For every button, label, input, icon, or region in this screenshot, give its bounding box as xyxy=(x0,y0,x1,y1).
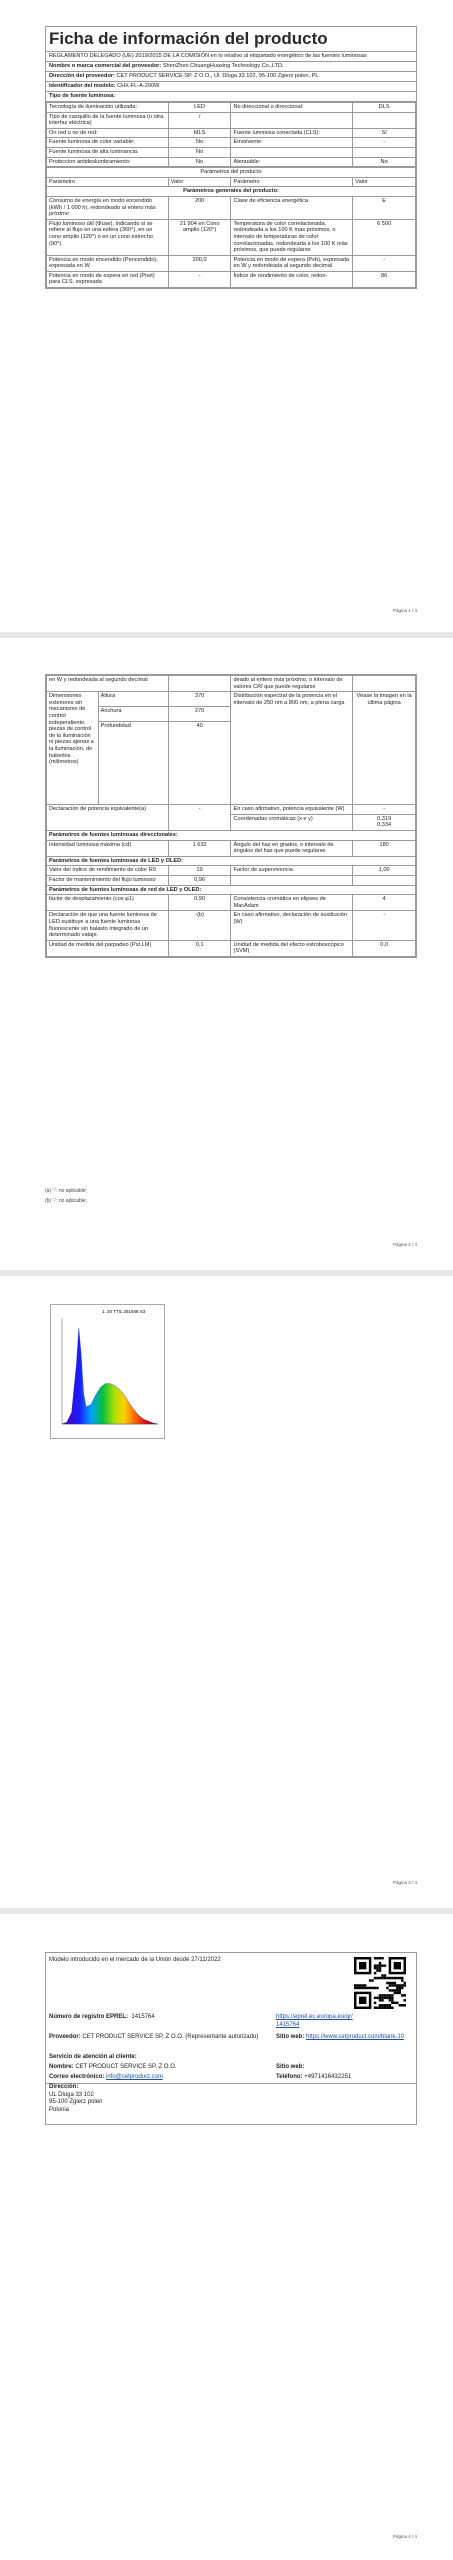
qr-module xyxy=(374,1967,376,1969)
website-link[interactable]: https://www.cetproduct.com/blank-10 xyxy=(306,2034,405,2040)
qr-module xyxy=(374,1977,376,1979)
type_rows-row xyxy=(47,157,416,167)
qr-module xyxy=(374,1957,376,1959)
params-continued-table xyxy=(46,675,416,957)
footnote-b: (b) '-': no aplicable; xyxy=(45,1198,87,1204)
p1_rows-row xyxy=(47,196,416,219)
email-link[interactable]: info@cetproduct.com xyxy=(106,2074,163,2080)
equiv-label: Declaración de potencia equivalente(a) xyxy=(47,805,169,831)
displacement-label: factor de desplazamiento (cos φ1) xyxy=(47,895,169,911)
qr-module xyxy=(391,2002,393,2004)
qr-module xyxy=(376,2007,378,2009)
regulation-text: REGLAMENTO DELEGADO (UE) 2019/2015 DE LA COMISIÓN en lo relativo al etiquetado energético de las fuentes luminosas xyxy=(46,52,416,62)
qr-module xyxy=(379,2004,381,2006)
p1_rows-cell-v2: - xyxy=(353,255,416,271)
type_rows-row xyxy=(47,128,416,138)
address-line-2: 95-100 Zgierz polen xyxy=(49,2099,103,2105)
qr-module xyxy=(396,1992,398,1994)
params-header-value: Valor xyxy=(168,177,231,187)
qr-module xyxy=(374,1964,376,1966)
type_rows-cell-v2: No xyxy=(353,157,416,167)
qr-module xyxy=(399,1989,401,1991)
qr-module xyxy=(364,1984,366,1986)
type_rows-cell-v2: - xyxy=(353,138,416,148)
name-value: CET PRODUCT SERVICE SP. Z O.O. xyxy=(75,2064,177,2070)
email-label: Correo electrónico: xyxy=(49,2074,105,2080)
p1_rows-cell-v1: 21 904 en Cono amplio (120°) xyxy=(168,219,231,255)
qr-module xyxy=(399,1987,401,1989)
fluorescent-value: -(b) xyxy=(168,911,231,940)
customer-service-heading: Servicio de atención al cliente: xyxy=(49,2054,137,2060)
beam-angle-value: 180 xyxy=(353,840,416,856)
eprel-row xyxy=(49,2013,155,2021)
p1_rows-cell-v1: 200,0 xyxy=(168,255,231,271)
qr-module xyxy=(399,1984,401,1986)
p1_rows-cell-l2: Clase de eficiencia energética xyxy=(231,196,353,219)
qr-module xyxy=(381,1997,383,1999)
page-number: Página 2 / 4 xyxy=(392,1242,417,1247)
type_rows-cell-v1: LED xyxy=(168,103,231,113)
qr-module xyxy=(381,1964,383,1966)
qr-module xyxy=(391,1994,393,1996)
qr-module xyxy=(361,1984,363,1986)
p1_rows-row xyxy=(47,271,416,287)
qr-module xyxy=(359,1984,361,1986)
qr-module xyxy=(381,1994,383,1996)
market-intro: Modelo introducido en el mercado de la Unión desde 27/11/2022 xyxy=(49,1957,221,1963)
page-number: Página 1 / 4 xyxy=(392,608,417,613)
standby-net-cont: en W y redondeada al segundo decimal xyxy=(47,676,169,692)
qr-module xyxy=(376,1967,378,1969)
type_rows-cell-v1: No xyxy=(168,147,231,157)
dim-width-label: Anchura xyxy=(98,707,168,722)
qr-module xyxy=(389,1982,391,1984)
qr-module xyxy=(401,2004,403,2006)
qr-module xyxy=(386,1994,388,1996)
qr-module xyxy=(401,1979,403,1981)
qr-module xyxy=(394,1984,396,1986)
model-value: CHX-FL-A-200W xyxy=(117,83,160,89)
qr-module xyxy=(371,1979,373,1981)
address-value: CET PRODUCT SERVICE SP. Z O.O., Ul. Dluga 33 102, 95-100 Zgierz polen, PL xyxy=(116,73,319,79)
maintenance-label: Factor de mantenimiento del flujo luminoso xyxy=(47,875,169,885)
qr-module xyxy=(359,1997,366,2004)
address-line-3: Polonia xyxy=(49,2106,70,2113)
dim-depth-value: 40 xyxy=(168,722,231,805)
spectral-value: Véase la imagen en la última página xyxy=(353,692,416,805)
p1_rows-cell-v2: 86 xyxy=(353,271,416,287)
address-label: Dirección del proveedor: xyxy=(49,73,115,79)
type_rows-cell-v1: No xyxy=(168,138,231,148)
flicker-label: Unidad de medida del parpadeo (Pst LM) xyxy=(47,940,169,956)
dim-width-value: 270 xyxy=(168,707,231,722)
phone-row xyxy=(276,2073,351,2081)
qr-module xyxy=(369,1987,371,1989)
page-2 xyxy=(0,638,453,1270)
spectral-label: Distribución espectral de la potencia en el intervalo de 250 nm a 800 nm, a plena carga xyxy=(231,692,353,805)
qr-module xyxy=(374,1987,376,1989)
qr-module xyxy=(386,2004,388,2006)
fluorescent-r-value: - xyxy=(353,911,416,940)
qr-module xyxy=(376,1964,378,1966)
p1_rows-cell-l1: Potencia en modo de espera en red (Pnet) para CLS, expresada xyxy=(47,271,169,287)
dim-height-value: 370 xyxy=(168,692,231,707)
qr-module xyxy=(404,1999,406,2001)
model-row xyxy=(46,82,416,92)
qr-module xyxy=(379,1977,381,1979)
maintenance-value: 0,96 xyxy=(168,875,231,885)
qr-module xyxy=(376,1977,378,1979)
qr-module xyxy=(369,1979,371,1981)
provider-row xyxy=(49,2033,269,2041)
name-row xyxy=(49,2063,177,2071)
qr-module xyxy=(399,2004,401,2006)
eprel-label: Número de registro EPREL: xyxy=(49,2014,129,2020)
type_rows-cell-v2 xyxy=(353,147,416,157)
qr-module xyxy=(391,1982,393,1984)
params-section-title: Parámetros del producto xyxy=(47,168,416,178)
p1_rows-cell-l1: Flujo luminoso útil (Φuse), indicando si se refiere al flujo en una esfera (360°), en un cono amplio (120°) o en un cono estrecho (90°) xyxy=(47,219,169,255)
qr-module xyxy=(359,1987,361,1989)
qr-module xyxy=(394,1962,401,1969)
type_rows-row xyxy=(47,103,416,113)
page-1 xyxy=(0,0,453,632)
qr-module xyxy=(401,1994,403,1996)
consistency-label: Consistencia cromática en elipses de MacAdam xyxy=(231,895,353,911)
type_rows-cell-v2: DLS xyxy=(353,103,416,113)
page-number: Página 4 / 4 xyxy=(392,2534,417,2539)
qr-module xyxy=(389,1989,391,1991)
eprel-link[interactable]: https://eprel.ec.europa.eu/qr/1415764 xyxy=(276,2014,353,2028)
qr-module xyxy=(389,1994,391,1996)
params-table xyxy=(46,167,416,288)
p1_rows-cell-l2: Temperatura de color correlacionada, redondeada a los 100 K más próximos, o intervalo de temperaturas de color correlacionadas, redondeada a los 100 K más próximos, que puede regularse xyxy=(231,219,353,255)
qr-module xyxy=(371,1987,373,1989)
qr-module xyxy=(364,1987,366,1989)
qr-module xyxy=(379,1962,381,1964)
type_rows-cell-l2 xyxy=(231,112,353,128)
qr-module xyxy=(381,1977,383,1979)
p1_rows-cell-v2: E xyxy=(353,196,416,219)
qr-module xyxy=(391,2007,393,2009)
supplier-label: Nombre o marca comercial del proveedor: xyxy=(49,63,162,69)
displacement-value: 0,90 xyxy=(168,895,231,911)
r9-label: Valor del índice de rendimiento de color R9 xyxy=(47,866,169,876)
qr-module xyxy=(381,1957,383,1959)
qr-module xyxy=(384,1997,386,1999)
type_rows-row xyxy=(47,147,416,157)
qr-module xyxy=(391,1997,393,1999)
qr-module xyxy=(391,1989,393,1991)
type_rows-cell-l2: No direccional o direccional: xyxy=(231,103,353,113)
qr-module xyxy=(399,1977,401,1979)
r9-value: 19 xyxy=(168,866,231,876)
qr-code-svg xyxy=(354,1957,406,2009)
qr-module xyxy=(359,1962,366,1969)
max-intensity-label: Intensidad luminosa máxima (cd) xyxy=(47,840,169,856)
eprel-value: 1415764 xyxy=(131,2014,155,2020)
max-intensity-value: 1 632 xyxy=(168,840,231,856)
p1_rows-cell-l2: Índice de rendimiento de color, redon- xyxy=(231,271,353,287)
p1_rows-cell-l1: Consumo de energía en modo encendido (kWh / 1 000 h), redondeado al entero más próximo xyxy=(47,196,169,219)
led-heading: Parámetros de fuentes luminosas de LED y OLED: xyxy=(47,856,416,866)
page-number: Página 3 / 4 xyxy=(392,1880,417,1885)
stroboscopic-value: 0,0 xyxy=(353,940,416,956)
qr-module xyxy=(374,2002,376,2004)
qr-module xyxy=(384,1994,386,1996)
type_rows-row xyxy=(47,112,416,128)
qr-module xyxy=(386,1982,388,1984)
qr-module xyxy=(404,1982,406,1984)
params-continued-box xyxy=(45,674,417,958)
qr-module xyxy=(391,1984,393,1986)
qr-module xyxy=(394,1992,396,1994)
qr-module xyxy=(379,1997,381,1999)
equiv-r-value: - xyxy=(353,805,416,815)
qr-module xyxy=(399,1992,401,1994)
qr-module xyxy=(386,1997,388,1999)
qr-module xyxy=(384,1974,386,1976)
type_rows-row xyxy=(47,138,416,148)
phone-value: +4971416432251 xyxy=(304,2074,352,2080)
qr-module xyxy=(361,1987,363,1989)
type_rows-cell-v1: MLS xyxy=(168,128,231,138)
address-line-1: UL Dluga 33 102 xyxy=(49,2091,94,2098)
qr-module xyxy=(379,1967,381,1969)
address-heading: Dirección: xyxy=(49,2084,79,2090)
spectral-chart-svg xyxy=(50,1304,165,1439)
qr-module xyxy=(366,1987,368,1989)
fluorescent-r-label: En caso afirmativo, declaración de sustitución (W) xyxy=(231,911,353,940)
type_rows-cell-v2: Sí xyxy=(353,128,416,138)
qr-code xyxy=(354,1957,406,2009)
address-box xyxy=(45,2082,417,2125)
type_rows-cell-v2 xyxy=(353,112,416,128)
p1_rows-cell-v2: 6 500 xyxy=(353,219,416,255)
qr-module xyxy=(379,1994,381,1996)
page-4 xyxy=(0,1914,453,2560)
type_rows-cell-l1: Fuente luminosa de color variable: xyxy=(47,138,169,148)
name-label: Nombre: xyxy=(49,2064,74,2070)
type_rows-cell-v1: No xyxy=(168,157,231,167)
dim-height-label: Altura xyxy=(98,692,168,707)
type_rows-cell-l1: Fuente luminosa de alta luminancia: xyxy=(47,147,169,157)
qr-module xyxy=(376,1997,378,1999)
qr-module xyxy=(376,1969,378,1971)
address-row xyxy=(46,72,416,82)
type_rows-cell-l2: Envolvente: xyxy=(231,138,353,148)
qr-module xyxy=(394,1989,396,1991)
qr-module xyxy=(394,1982,396,1984)
qr-module xyxy=(381,1974,383,1976)
qr-module xyxy=(386,2007,388,2009)
beam-angle-label: Ángulo del haz en grados, o intervalo de ángulos del haz que puede regularse xyxy=(231,840,353,856)
type_rows-cell-l1: Tecnología de iluminación utilizada: xyxy=(47,103,169,113)
qr-module xyxy=(356,1987,358,1989)
qr-module xyxy=(379,1969,381,1971)
qr-module xyxy=(401,1984,403,1986)
coord-label: Coordenadas cromáticas (x e y) xyxy=(231,814,353,830)
supplier-row xyxy=(46,62,416,72)
qr-module xyxy=(354,1987,356,1989)
email-row xyxy=(49,2073,163,2081)
qr-module xyxy=(379,1964,381,1966)
p1_rows-row xyxy=(47,255,416,271)
survival-label: Factor de supervivencia xyxy=(231,866,353,876)
chart-title: 1. 20 TTIL 251948 S3 xyxy=(102,1309,146,1314)
provider-value: CET PRODUCT SERVICE SP. Z O.O. (Representante autorizado) xyxy=(82,2034,259,2040)
survival-value: 1,00 xyxy=(353,866,416,876)
flicker-value: 0,1 xyxy=(168,940,231,956)
p1_rows-row xyxy=(47,219,416,255)
type-table xyxy=(46,102,416,167)
params-header-value-2: Valor xyxy=(353,177,416,187)
spectral-chart xyxy=(50,1304,165,1439)
type_rows-cell-l2 xyxy=(231,147,353,157)
qr-module xyxy=(396,1987,398,1989)
type_rows-cell-l1: On red u no de red: xyxy=(47,128,169,138)
equiv-value: - xyxy=(168,805,231,831)
provider-label: Proveedor: xyxy=(49,2034,81,2040)
p1_rows-cell-l2: Potencia en modo de espera (Psb), expresada en W y redondeada al segundo decimal xyxy=(231,255,353,271)
qr-module xyxy=(381,1999,383,2001)
qr-module xyxy=(389,1984,391,1986)
params-header-param: Parámetro xyxy=(47,177,169,187)
qr-module xyxy=(389,2007,391,2009)
qr-module xyxy=(384,2004,386,2006)
qr-module xyxy=(391,1999,393,2001)
qr-module xyxy=(379,1957,381,1959)
page-3 xyxy=(0,1276,453,1908)
qr-module xyxy=(356,1984,358,1986)
qr-module xyxy=(384,1977,386,1979)
website-label: Sitio web: xyxy=(276,2034,305,2040)
qr-module xyxy=(396,1989,398,1991)
p1_rows-cell-v1: 200 xyxy=(168,196,231,219)
qr-module xyxy=(401,1987,403,1989)
page-title: Ficha de información del producto xyxy=(46,27,416,52)
type_rows-cell-l1: Tipo de casquillo de la fuente luminosa (o otra interfaz eléctrica) xyxy=(47,112,169,128)
qr-module xyxy=(374,1972,376,1974)
qr-module xyxy=(389,1999,391,2001)
qr-module xyxy=(389,1997,391,1999)
type_rows-cell-l2: Fuente luminosa conectada (CLS): xyxy=(231,128,353,138)
qr-module xyxy=(381,2004,383,2006)
directional-heading: Parámetros de fuentes luminosas direccionales: xyxy=(47,830,416,840)
equiv-r-label: En caso afirmativo, potencia equivalente (W) xyxy=(231,805,353,815)
type_rows-cell-l2: Atenuable: xyxy=(231,157,353,167)
qr-module xyxy=(396,2002,398,2004)
qr-module xyxy=(374,2007,376,2009)
qr-module xyxy=(396,1977,398,1979)
qr-module xyxy=(391,1977,393,1979)
website-row xyxy=(276,2033,411,2041)
params-header-param-2: Parámetro xyxy=(231,177,353,187)
footnote-a: (a) '-': no aplicable; xyxy=(45,1188,87,1194)
qr-module xyxy=(384,2007,386,2009)
type-heading: Tipo de fuente luminosa: xyxy=(46,92,416,102)
qr-module xyxy=(394,1977,396,1979)
qr-module xyxy=(376,1957,378,1959)
qr-module xyxy=(386,1987,388,1989)
general-params-heading: Parámetros generales del producto: xyxy=(47,187,416,197)
coord-value: 0,319 0,334 xyxy=(353,814,416,830)
qr-module xyxy=(396,1984,398,1986)
qr-module xyxy=(376,1987,378,1989)
supplier-value: ShenZhen ChuangHuaxing Technology Co.,LTD. xyxy=(162,63,284,69)
stroboscopic-label: Unidad de medida del efecto estroboscópico (SVM) xyxy=(231,940,353,956)
cri-cont: deado al entero más próximo, o intervalo de valores CRI que puede regularse xyxy=(231,676,353,692)
qr-module xyxy=(401,1977,403,1979)
qr-module xyxy=(381,2007,383,2009)
fluorescent-label: Declaración de que una fuente luminosa de LED sustituye a una fuente luminosa fluorescente sin balasto integrado de un determinado vataje. xyxy=(47,911,169,940)
qr-module xyxy=(386,1977,388,1979)
phone-label: Teléfono: xyxy=(276,2074,303,2080)
qr-module xyxy=(384,1964,386,1966)
dimensions-label: Dimensiones exteriores sin mecanismo de control independiente, piezas de control de la iluminación ni piezas ajenas a la iluminación, de haberlos (milímetros) xyxy=(47,692,99,805)
mains-led-heading: Parámetros de fuentes luminosas de red de LED y OLED: xyxy=(47,885,416,895)
p1_rows-cell-l1: Potencia en modo encendido (Pencendido), expresada en W xyxy=(47,255,169,271)
qr-module xyxy=(379,1999,381,2001)
consistency-value: 4 xyxy=(353,895,416,911)
type_rows-cell-l1: Proteccion antideslumbramiento: xyxy=(47,157,169,167)
qr-module xyxy=(354,1984,356,1986)
p1_rows-cell-v1: - xyxy=(168,271,231,287)
qr-module xyxy=(389,2004,391,2006)
qr-module xyxy=(389,1977,391,1979)
qr-module xyxy=(394,2002,396,2004)
qr-module xyxy=(379,2007,381,2009)
qr-module xyxy=(404,1984,406,1986)
type_rows-cell-v1: / xyxy=(168,112,231,128)
qr-module xyxy=(404,1994,406,1996)
registration-box xyxy=(45,1952,417,2084)
qr-module xyxy=(374,1997,376,1999)
model-label: Identificador del modelo: xyxy=(49,83,116,89)
website-2-label: Sitio web: xyxy=(276,2064,305,2070)
qr-module xyxy=(404,2004,406,2006)
dim-depth-label: Profundidad xyxy=(98,722,168,805)
product-sheet-box xyxy=(45,26,417,289)
